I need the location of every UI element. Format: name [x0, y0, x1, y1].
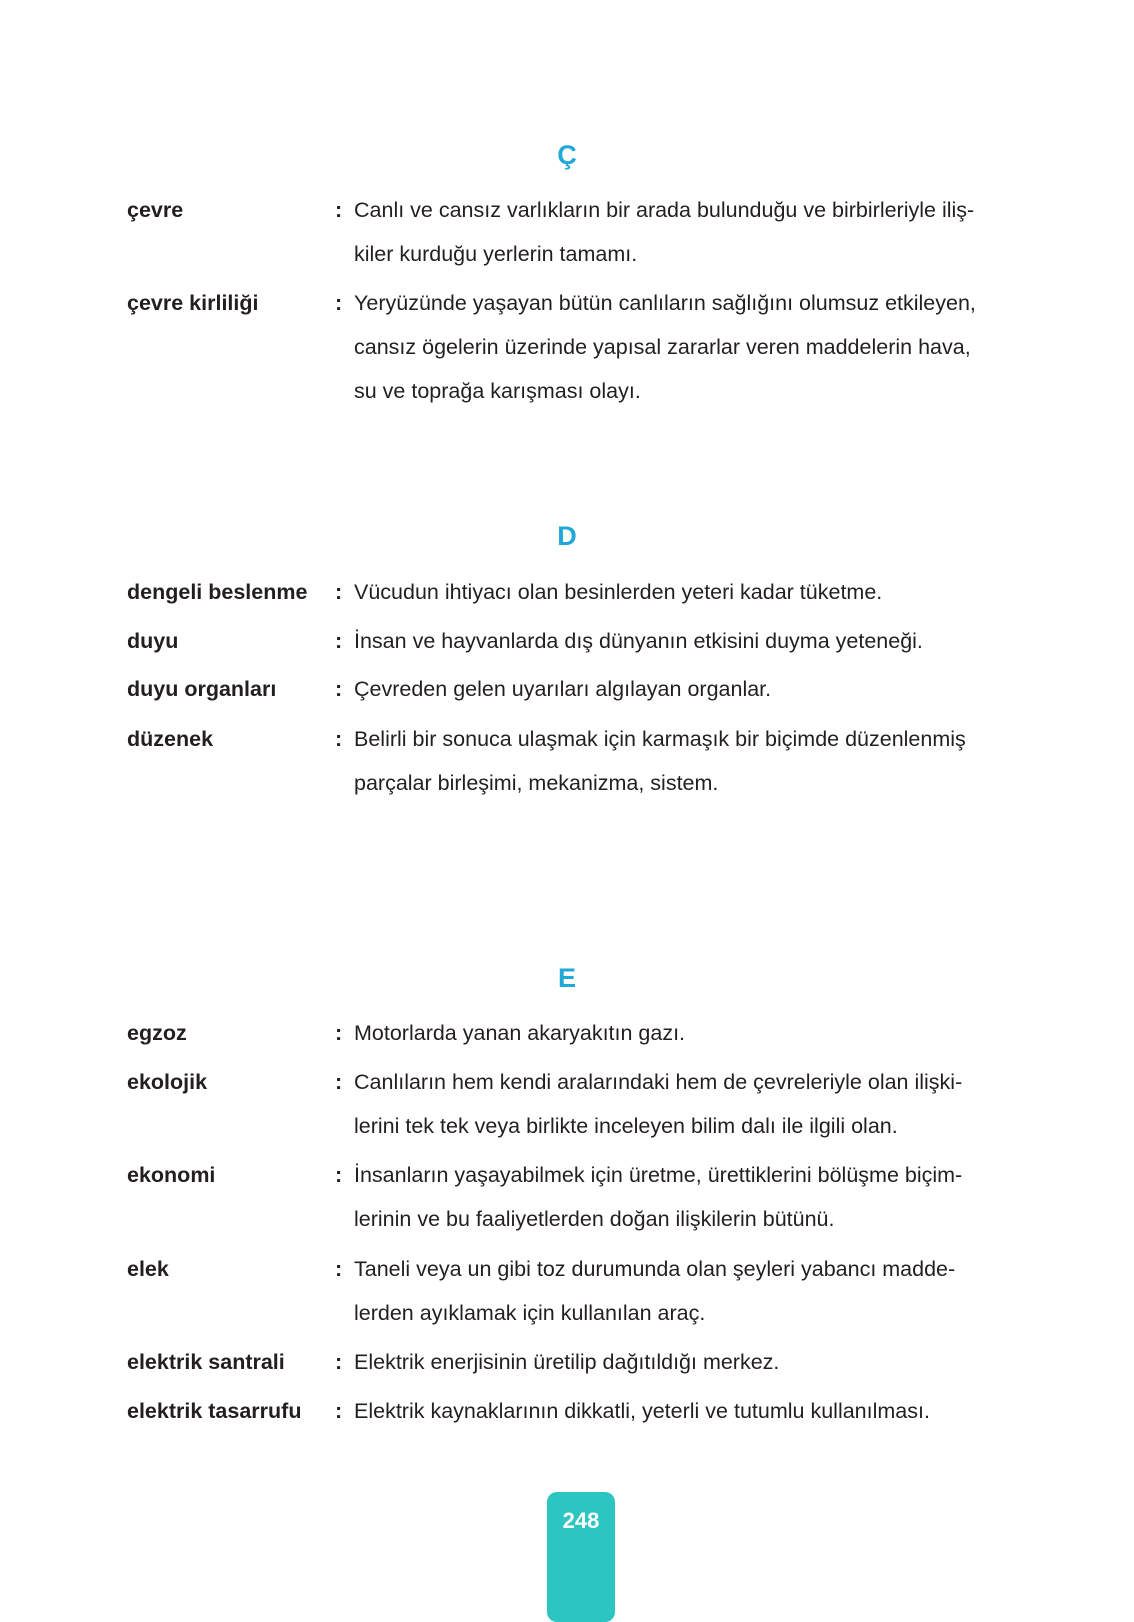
definition-line: lerden ayıklamak için kullanılan araç.: [354, 1301, 706, 1325]
glossary-term: ekolojik: [127, 1070, 208, 1094]
definition-line: İnsan ve hayvanlarda dış dünyanın etkisini duyma yeteneği.: [354, 629, 923, 653]
definition-line: Yeryüzünde yaşayan bütün canlıların sağlığını olumsuz etkileyen,: [354, 291, 976, 315]
definition-line: Belirli bir sonuca ulaşmak için karmaşık bir biçimde düzenlenmiş: [354, 727, 966, 751]
glossary-term: egzoz: [127, 1021, 187, 1045]
glossary-definition: [354, 717, 1134, 805]
glossary-term: elektrik tasarrufu: [127, 1399, 302, 1423]
definition-line: cansız ögelerin üzerinde yapısal zararlar veren maddelerin hava,: [354, 335, 971, 359]
term-separator: :: [335, 1070, 343, 1094]
term-separator: :: [335, 1257, 343, 1281]
definition-line: Elektrik enerjisinin üretilip dağıtıldığı merkez.: [354, 1350, 780, 1374]
term-separator: :: [335, 580, 343, 604]
glossary-term: duyu organları: [127, 677, 277, 701]
glossary-definition: [354, 1153, 1134, 1241]
section-letter-heading: D: [557, 521, 577, 551]
definition-line: Taneli veya un gibi toz durumunda olan şeyleri yabancı madde-: [354, 1257, 956, 1281]
page-number: 248: [562, 1508, 600, 1533]
page-number-tab: [547, 1492, 615, 1622]
definition-line: lerini tek tek veya birlikte inceleyen bilim dalı ile ilgili olan.: [354, 1114, 898, 1138]
glossary-definition: [354, 667, 1134, 711]
glossary-term: düzenek: [127, 727, 214, 751]
glossary-term: dengeli beslenme: [127, 580, 308, 604]
glossary-term: ekonomi: [127, 1163, 216, 1187]
glossary-term: çevre kirliliği: [127, 291, 259, 315]
glossary-definition: [354, 188, 1134, 276]
term-separator: :: [335, 1399, 343, 1423]
glossary-definition: [354, 1060, 1134, 1148]
section-letter-heading: E: [557, 963, 576, 993]
section-letter-heading: Ç: [557, 140, 577, 170]
glossary-term: elektrik santrali: [127, 1350, 285, 1374]
term-separator: :: [335, 677, 343, 701]
glossary-definition: [354, 1011, 1134, 1055]
term-separator: :: [335, 1163, 343, 1187]
glossary-definition: [354, 281, 1134, 413]
glossary-definition: [354, 1247, 1134, 1335]
definition-line: Çevreden gelen uyarıları algılayan organlar.: [354, 677, 772, 701]
glossary-term: çevre: [127, 198, 184, 222]
definition-line: Canlı ve cansız varlıkların bir arada bulunduğu ve birbirleriyle iliş-: [354, 198, 975, 222]
term-separator: :: [335, 629, 343, 653]
glossary-definition: [354, 1340, 1134, 1384]
glossary-definition: [354, 619, 1134, 663]
glossary-definition: [354, 570, 1134, 614]
definition-line: su ve toprağa karışması olayı.: [354, 379, 641, 403]
definition-line: Vücudun ihtiyacı olan besinlerden yeteri kadar tüketme.: [354, 580, 883, 604]
definition-line: Motorlarda yanan akaryakıtın gazı.: [354, 1021, 686, 1045]
glossary-term: elek: [127, 1257, 169, 1281]
definition-line: Elektrik kaynaklarının dikkatli, yeterli ve tutumlu kullanılması.: [354, 1399, 930, 1423]
definition-line: parçalar birleşimi, mekanizma, sistem.: [354, 771, 719, 795]
term-separator: :: [335, 198, 343, 222]
definition-line: kiler kurduğu yerlerin tamamı.: [354, 242, 638, 266]
term-separator: :: [335, 291, 343, 315]
term-separator: :: [335, 727, 343, 751]
definition-line: Canlıların hem kendi aralarındaki hem de çevreleriyle olan ilişki-: [354, 1070, 963, 1094]
definition-line: lerinin ve bu faaliyetlerden doğan ilişkilerin bütünü.: [354, 1207, 835, 1231]
definition-line: İnsanların yaşayabilmek için üretme, ürettiklerini bölüşme biçim-: [354, 1163, 963, 1187]
glossary-term: duyu: [127, 629, 179, 653]
term-separator: :: [335, 1021, 343, 1045]
glossary-definition: [354, 1389, 1134, 1433]
term-separator: :: [335, 1350, 343, 1374]
